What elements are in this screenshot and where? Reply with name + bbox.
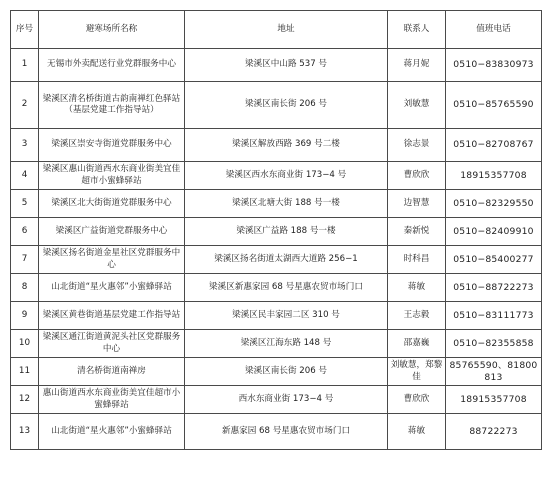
row-number: 3	[11, 129, 39, 162]
contact-person: 曹欣欣	[388, 386, 446, 414]
shelter-table	[10, 10, 542, 450]
table-row	[11, 274, 542, 302]
shelter-name: 梁溪区通江街道黄泥头社区党群服务中心	[39, 330, 185, 358]
duty-phone: 0510−82708767	[446, 129, 542, 162]
shelter-name: 山北街道“星火惠邻”小蜜蜂驿站	[39, 274, 185, 302]
header-address: 地址	[185, 11, 388, 49]
shelter-name: 梁溪区惠山街道西水东商业街美宜佳超市小蜜蜂驿站	[39, 162, 185, 190]
shelter-address: 西水东商业街 173−4 号	[185, 386, 388, 414]
shelter-address: 梁溪区新惠家园 68 号星惠农贸市场门口	[185, 274, 388, 302]
duty-phone: 0510−83830973	[446, 49, 542, 82]
contact-person: 边智慧	[388, 190, 446, 218]
shelter-address: 梁溪区民丰家园二区 310 号	[185, 302, 388, 330]
duty-phone: 85765590、81800813	[446, 358, 542, 386]
table-row	[11, 82, 542, 129]
header-no: 序号	[11, 11, 39, 49]
shelter-address: 梁溪区解放西路 369 号二楼	[185, 129, 388, 162]
row-number: 7	[11, 246, 39, 274]
row-number: 13	[11, 414, 39, 450]
contact-person: 秦新悦	[388, 218, 446, 246]
duty-phone: 0510−82329550	[446, 190, 542, 218]
table-row	[11, 49, 542, 82]
row-number: 4	[11, 162, 39, 190]
duty-phone: 0510−85765590	[446, 82, 542, 129]
contact-person: 蒋月妮	[388, 49, 446, 82]
header-phone: 值班电话	[446, 11, 542, 49]
shelter-name: 山北街道“星火惠邻”小蜜蜂驿站	[39, 414, 185, 450]
duty-phone: 88722273	[446, 414, 542, 450]
shelter-address: 梁溪区南长街 206 号	[185, 82, 388, 129]
duty-phone: 0510−83111773	[446, 302, 542, 330]
row-number: 9	[11, 302, 39, 330]
duty-phone: 18915357708	[446, 162, 542, 190]
shelter-address: 梁溪区江海东路 148 号	[185, 330, 388, 358]
row-number: 5	[11, 190, 39, 218]
contact-person: 蒋敏	[388, 414, 446, 450]
row-number: 1	[11, 49, 39, 82]
row-number: 12	[11, 386, 39, 414]
contact-person: 邵嘉巍	[388, 330, 446, 358]
shelter-address: 梁溪区扬名街道太湖西大道路 256−1	[185, 246, 388, 274]
shelter-name: 梁溪区广益街道党群服务中心	[39, 218, 185, 246]
contact-person: 刘敏慧，郑黎佳	[388, 358, 446, 386]
shelter-name: 梁溪区北大街街道党群服务中心	[39, 190, 185, 218]
shelter-address: 梁溪区南长街 206 号	[185, 358, 388, 386]
contact-person: 徐志景	[388, 129, 446, 162]
shelter-address: 梁溪区广益路 188 号一楼	[185, 218, 388, 246]
shelter-name: 梁溪区清名桥街道古韵南禅红色驿站（基层党建工作指导站）	[39, 82, 185, 129]
table-row	[11, 302, 542, 330]
duty-phone: 0510−85400277	[446, 246, 542, 274]
table-body	[11, 49, 542, 450]
table-row	[11, 246, 542, 274]
table-row	[11, 330, 542, 358]
shelter-address: 新惠家园 68 号星惠农贸市场门口	[185, 414, 388, 450]
shelter-address: 梁溪区北塘大街 188 号一楼	[185, 190, 388, 218]
table-row	[11, 218, 542, 246]
shelter-name: 惠山街道西水东商业街美宜佳超市小蜜蜂驿站	[39, 386, 185, 414]
duty-phone: 18915357708	[446, 386, 542, 414]
shelter-name: 梁溪区黄巷街道基层党建工作指导站	[39, 302, 185, 330]
shelter-name: 梁溪区扬名街道金星社区党群服务中心	[39, 246, 185, 274]
contact-person: 曹欣欣	[388, 162, 446, 190]
row-number: 6	[11, 218, 39, 246]
shelter-name: 梁溪区崇安寺街道党群服务中心	[39, 129, 185, 162]
row-number: 8	[11, 274, 39, 302]
table-row	[11, 358, 542, 386]
row-number: 10	[11, 330, 39, 358]
table-row	[11, 162, 542, 190]
header-name: 避寒场所名称	[39, 11, 185, 49]
duty-phone: 0510−82409910	[446, 218, 542, 246]
table-row	[11, 386, 542, 414]
contact-person: 刘敏慧	[388, 82, 446, 129]
table-header	[11, 11, 542, 49]
shelter-address: 梁溪区西水东商业街 173−4 号	[185, 162, 388, 190]
shelter-address: 梁溪区中山路 537 号	[185, 49, 388, 82]
duty-phone: 0510−82355858	[446, 330, 542, 358]
document-page	[10, 10, 541, 450]
table-row	[11, 190, 542, 218]
row-number: 2	[11, 82, 39, 129]
shelter-name: 无锡市外卖配送行业党群服务中心	[39, 49, 185, 82]
shelter-name: 清名桥街道南禅房	[39, 358, 185, 386]
header-row	[11, 11, 542, 49]
table-row	[11, 414, 542, 450]
contact-person: 王志毅	[388, 302, 446, 330]
contact-person: 蒋敏	[388, 274, 446, 302]
table-row	[11, 129, 542, 162]
row-number: 11	[11, 358, 39, 386]
contact-person: 时科昌	[388, 246, 446, 274]
header-contact: 联系人	[388, 11, 446, 49]
duty-phone: 0510−88722273	[446, 274, 542, 302]
